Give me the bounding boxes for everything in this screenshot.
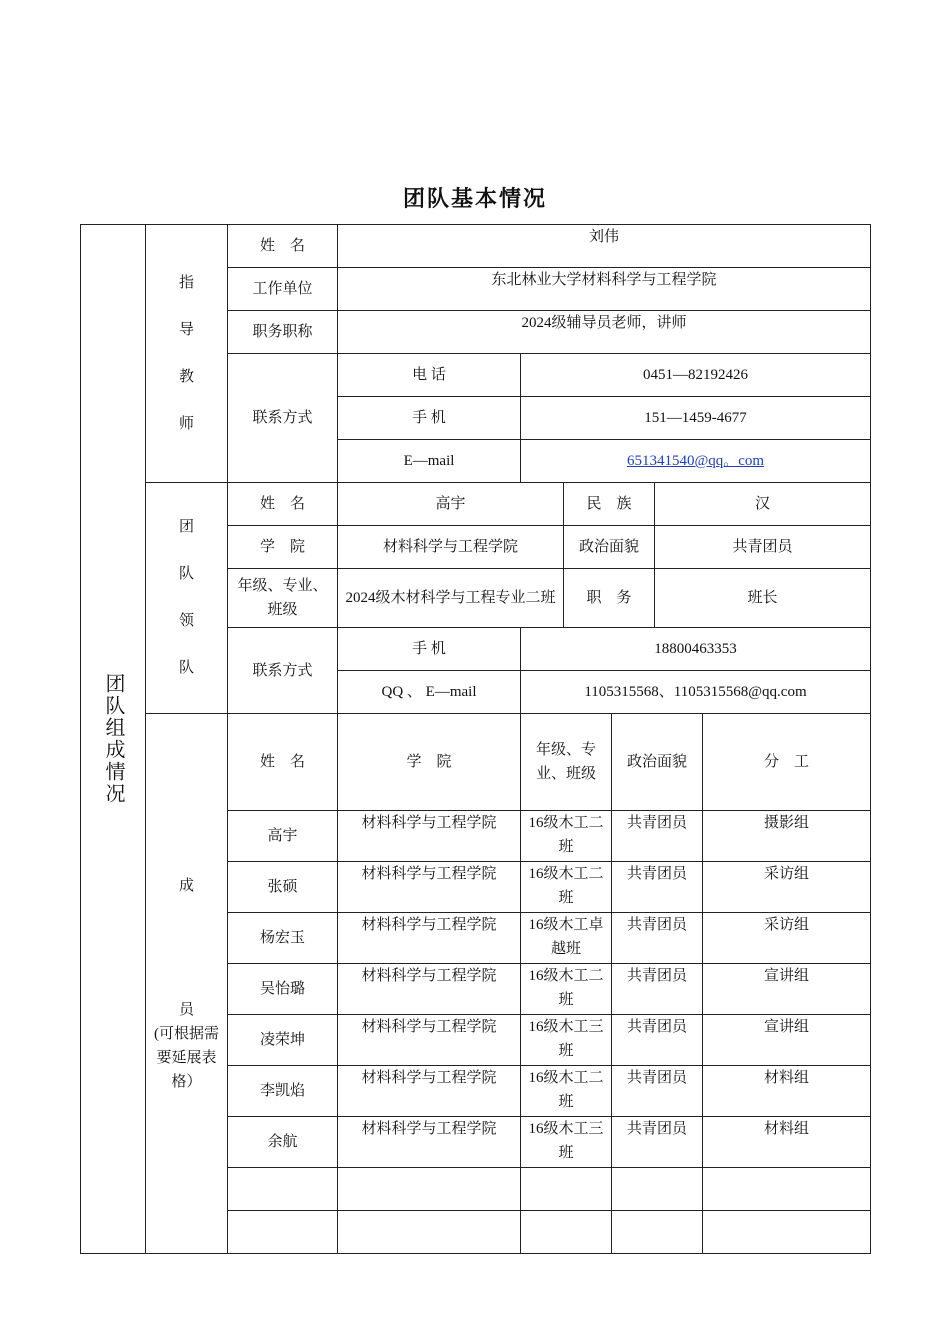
advisor-mobile: 151—1459-4677 <box>521 397 871 440</box>
leader-grade-label: 年级、专业、班级 <box>228 569 338 628</box>
member-college: 材料科学与工程学院 <box>338 811 521 862</box>
member-name: 余航 <box>228 1117 338 1168</box>
member-college: 材料科学与工程学院 <box>338 1117 521 1168</box>
leader-political-label: 政治面貌 <box>564 526 655 569</box>
leader-char-1: 团 <box>178 519 194 535</box>
advisor-phone-label: 电 话 <box>338 354 521 397</box>
members-section-label <box>146 714 228 1254</box>
member-name: 李凯焰 <box>228 1066 338 1117</box>
advisor-char-2: 导 <box>178 321 194 338</box>
member-grade: 16级木工卓越班 <box>521 913 612 964</box>
empty-cell <box>228 1168 338 1211</box>
leader-char-4: 队 <box>178 660 194 676</box>
advisor-char-3: 教 <box>178 368 194 385</box>
member-role: 摄影组 <box>703 811 871 862</box>
empty-cell <box>612 1168 703 1211</box>
advisor-email-link[interactable]: 651341540@qq。com <box>626 453 765 469</box>
member-political: 共青团员 <box>612 1015 703 1066</box>
member-name: 杨宏玉 <box>228 913 338 964</box>
member-political: 共青团员 <box>612 1117 703 1168</box>
leader-grade: 2024级木材科学与工程专业二班 <box>338 569 564 628</box>
leader-name: 高宇 <box>338 483 564 526</box>
member-political: 共青团员 <box>612 862 703 913</box>
leader-char-2: 队 <box>178 566 194 582</box>
member-political: 共青团员 <box>612 1066 703 1117</box>
members-header-grade: 年级、专业、班级 <box>521 714 612 811</box>
leader-political: 共青团员 <box>655 526 871 569</box>
member-political: 共青团员 <box>612 964 703 1015</box>
empty-cell <box>228 1211 338 1254</box>
leader-college: 材料科学与工程学院 <box>338 526 564 569</box>
advisor-name: 刘伟 <box>338 225 871 268</box>
advisor-email-label: E—mail <box>338 440 521 483</box>
leader-contact-label: 联系方式 <box>228 628 338 714</box>
empty-cell <box>703 1168 871 1211</box>
advisor-unit-label: 工作单位 <box>228 268 338 311</box>
member-name: 张硕 <box>228 862 338 913</box>
advisor-char-4: 师 <box>178 415 194 432</box>
advisor-title: 2024级辅导员老师，讲师 <box>338 311 871 354</box>
empty-cell <box>612 1211 703 1254</box>
member-name: 高宇 <box>228 811 338 862</box>
member-role: 采访组 <box>703 862 871 913</box>
member-name: 吴怡璐 <box>228 964 338 1015</box>
advisor-contact-label: 联系方式 <box>228 354 338 483</box>
member-grade: 16级木工二班 <box>521 964 612 1015</box>
member-political: 共青团员 <box>612 913 703 964</box>
member-college: 材料科学与工程学院 <box>338 862 521 913</box>
advisor-char-1: 指 <box>178 274 194 291</box>
member-grade: 16级木工二班 <box>521 862 612 913</box>
member-grade: 16级木工三班 <box>521 1015 612 1066</box>
empty-cell <box>521 1168 612 1211</box>
leader-section-label <box>146 483 228 714</box>
page-title: 团队基本情况 <box>402 186 547 211</box>
member-grade: 16级木工二班 <box>521 1066 612 1117</box>
leader-duty-label: 职 务 <box>564 569 655 628</box>
advisor-unit: 东北林业大学材料科学与工程学院 <box>338 268 871 311</box>
member-college: 材料科学与工程学院 <box>338 964 521 1015</box>
advisor-name-label: 姓 名 <box>228 225 338 268</box>
advisor-email-cell <box>521 440 871 483</box>
member-grade: 16级木工三班 <box>521 1117 612 1168</box>
leader-char-3: 领 <box>178 613 194 629</box>
members-label-top: 成 <box>178 877 194 894</box>
leader-college-label: 学 院 <box>228 526 338 569</box>
members-header-name: 姓 名 <box>228 714 338 811</box>
advisor-section-label <box>146 225 228 483</box>
leader-ethnic: 汉 <box>655 483 871 526</box>
leader-mobile: 18800463353 <box>521 628 871 671</box>
member-role: 材料组 <box>703 1117 871 1168</box>
member-role: 宣讲组 <box>703 964 871 1015</box>
leader-qq: 1105315568、1105315568@qq.com <box>521 671 871 714</box>
member-role: 宣讲组 <box>703 1015 871 1066</box>
empty-cell <box>703 1211 871 1254</box>
member-political: 共青团员 <box>612 811 703 862</box>
members-header-row <box>81 714 871 811</box>
empty-cell <box>338 1168 521 1211</box>
leader-name-label: 姓 名 <box>228 483 338 526</box>
members-header-political: 政治面貌 <box>612 714 703 811</box>
advisor-phone: 0451—82192426 <box>521 354 871 397</box>
member-role: 采访组 <box>703 913 871 964</box>
leader-qq-label: QQ 、 E—mail <box>338 671 521 714</box>
leader-duty: 班长 <box>655 569 871 628</box>
member-college: 材料科学与工程学院 <box>338 1066 521 1117</box>
empty-cell <box>521 1211 612 1254</box>
leader-mobile-label: 手 机 <box>338 628 521 671</box>
outer-label: 团队组成情况 <box>102 673 124 805</box>
team-composition-label <box>81 225 146 1254</box>
member-name: 凌荣坤 <box>228 1015 338 1066</box>
members-label-bottom: 员 (可根据需要延展表格） <box>154 1001 219 1090</box>
leader-ethnic-label: 民 族 <box>564 483 655 526</box>
member-college: 材料科学与工程学院 <box>338 1015 521 1066</box>
members-header-college: 学 院 <box>338 714 521 811</box>
advisor-mobile-label: 手 机 <box>338 397 521 440</box>
member-college: 材料科学与工程学院 <box>338 913 521 964</box>
member-role: 材料组 <box>703 1066 871 1117</box>
team-info-table <box>80 224 871 1254</box>
members-header-role: 分 工 <box>703 714 871 811</box>
member-grade: 16级木工二班 <box>521 811 612 862</box>
empty-cell <box>338 1211 521 1254</box>
advisor-title-label: 职务职称 <box>228 311 338 354</box>
